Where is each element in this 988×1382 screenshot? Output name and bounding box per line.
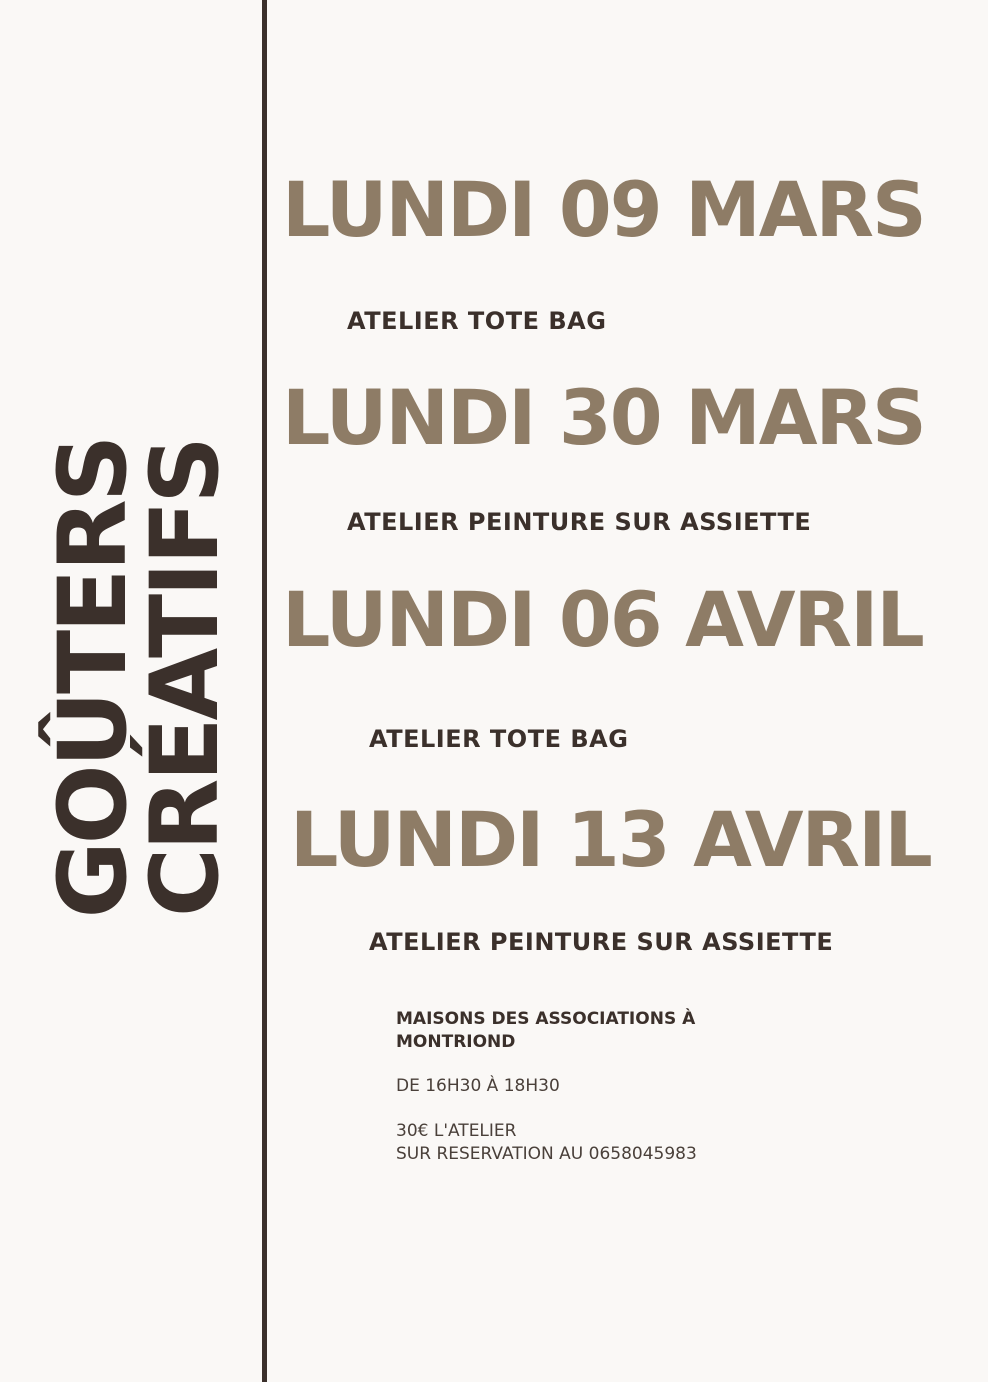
hours-text: DE 16H30 À 18H30 — [396, 1076, 560, 1096]
location-text: MAISONS DES ASSOCIATIONS À MONTRIOND — [396, 1009, 696, 1052]
event-activity-4: ATELIER PEINTURE SUR ASSIETTE — [369, 928, 834, 956]
poster-title-line-2: CRÉATIFS — [131, 438, 240, 918]
event-activity-3: ATELIER TOTE BAG — [369, 725, 629, 753]
event-activity-2: ATELIER PEINTURE SUR ASSIETTE — [347, 508, 812, 536]
event-date-3: LUNDI 06 AVRIL — [282, 575, 923, 664]
event-date-4: LUNDI 13 AVRIL — [290, 795, 931, 884]
poster-title — [39, 358, 240, 998]
price-text: 30€ L'ATELIER — [396, 1121, 517, 1141]
vertical-divider — [262, 0, 267, 1382]
event-activity-1: ATELIER TOTE BAG — [347, 307, 607, 335]
poster-title-line-1: GOÛTERS — [39, 437, 148, 919]
event-date-2: LUNDI 30 MARS — [282, 373, 925, 462]
booking-text: SUR RESERVATION AU 0658045983 — [396, 1144, 697, 1164]
event-date-1: LUNDI 09 MARS — [282, 165, 925, 254]
